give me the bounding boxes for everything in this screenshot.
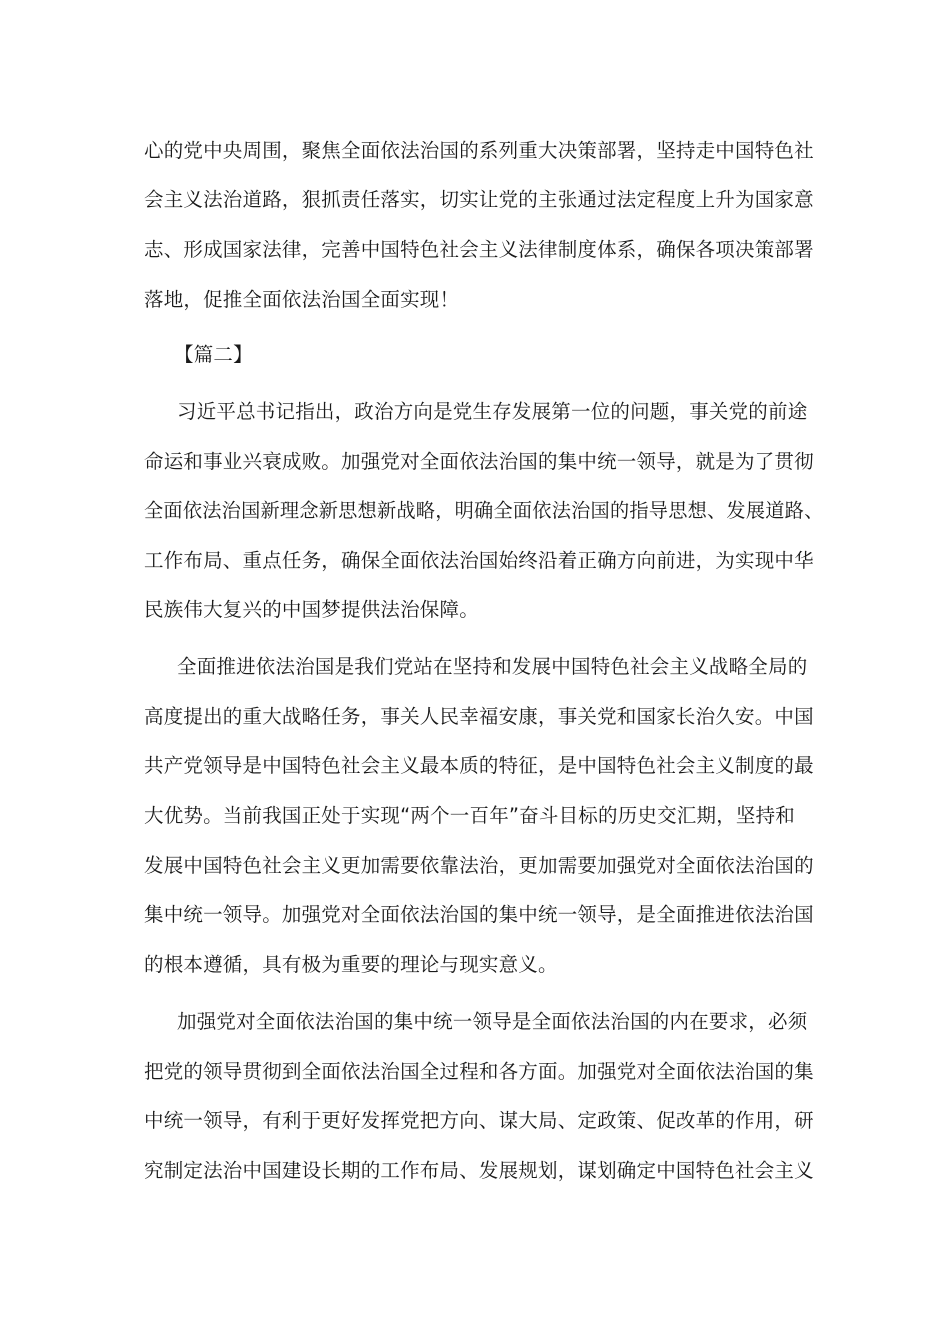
paragraph-line: 大优势。当前我国正处于实现“两个一百年”奋斗目标的历史交汇期，坚持和 [144, 804, 796, 827]
paragraph-line: 会主义法治道路，狠抓责任落实，切实让党的主张通过法定程度上升为国家意 [144, 188, 814, 211]
paragraph-line: 民族伟大复兴的中国梦提供法治保障。 [144, 598, 479, 621]
paragraph-line: 全面推进依法治国是我们党站在坚持和发展中国特色社会主义战略全局的 [177, 655, 808, 678]
paragraph-line: 究制定法治中国建设长期的工作布局、发展规划，谋划确定中国特色社会主义 [144, 1159, 814, 1182]
paragraph-line: 集中统一领导。加强党对全面依法治国的集中统一领导，是全面推进依法治国 [144, 903, 814, 926]
paragraph-line: 全面依法治国新理念新思想新战略，明确全面依法治国的指导思想、发展道路、 [144, 499, 824, 522]
paragraph-line: 共产党领导是中国特色社会主义最本质的特征，是中国特色社会主义制度的最 [144, 754, 814, 777]
paragraph-line: 高度提出的重大战略任务，事关人民幸福安康，事关党和国家长治久安。中国 [144, 705, 814, 728]
paragraph-line: 的根本遵循，具有极为重要的理论与现实意义。 [144, 953, 558, 976]
paragraph-line: 命运和事业兴衰成败。加强党对全面依法治国的集中统一领导，就是为了贯彻 [144, 450, 814, 473]
paragraph-line: 把党的领导贯彻到全面依法治国全过程和各方面。加强党对全面依法治国的集 [144, 1060, 814, 1083]
paragraph-line: 中统一领导，有利于更好发挥党把方向、谋大局、定政策、促改革的作用，研 [144, 1109, 814, 1132]
paragraph-line: 志、形成国家法律，完善中国特色社会主义法律制度体系，确保各项决策部署 [144, 238, 814, 261]
paragraph-line: 工作布局、重点任务，确保全面依法治国始终沿着正确方向前进，为实现中华 [144, 549, 814, 572]
paragraph-line: 发展中国特色社会主义更加需要依靠法治，更加需要加强党对全面依法治国的 [144, 854, 814, 877]
paragraph-line: 加强党对全面依法治国的集中统一领导是全面依法治国的内在要求，必须 [177, 1010, 808, 1033]
paragraph-line: 习近平总书记指出，政治方向是党生存发展第一位的问题，事关党的前途 [177, 400, 808, 423]
paragraph-line: 心的党中央周围，聚焦全面依法治国的系列重大决策部署，坚持走中国特色社 [144, 139, 814, 162]
paragraph-line: 落地，促推全面依法治国全面实现！ [144, 288, 460, 311]
section-heading: 【篇二】 [174, 343, 253, 366]
